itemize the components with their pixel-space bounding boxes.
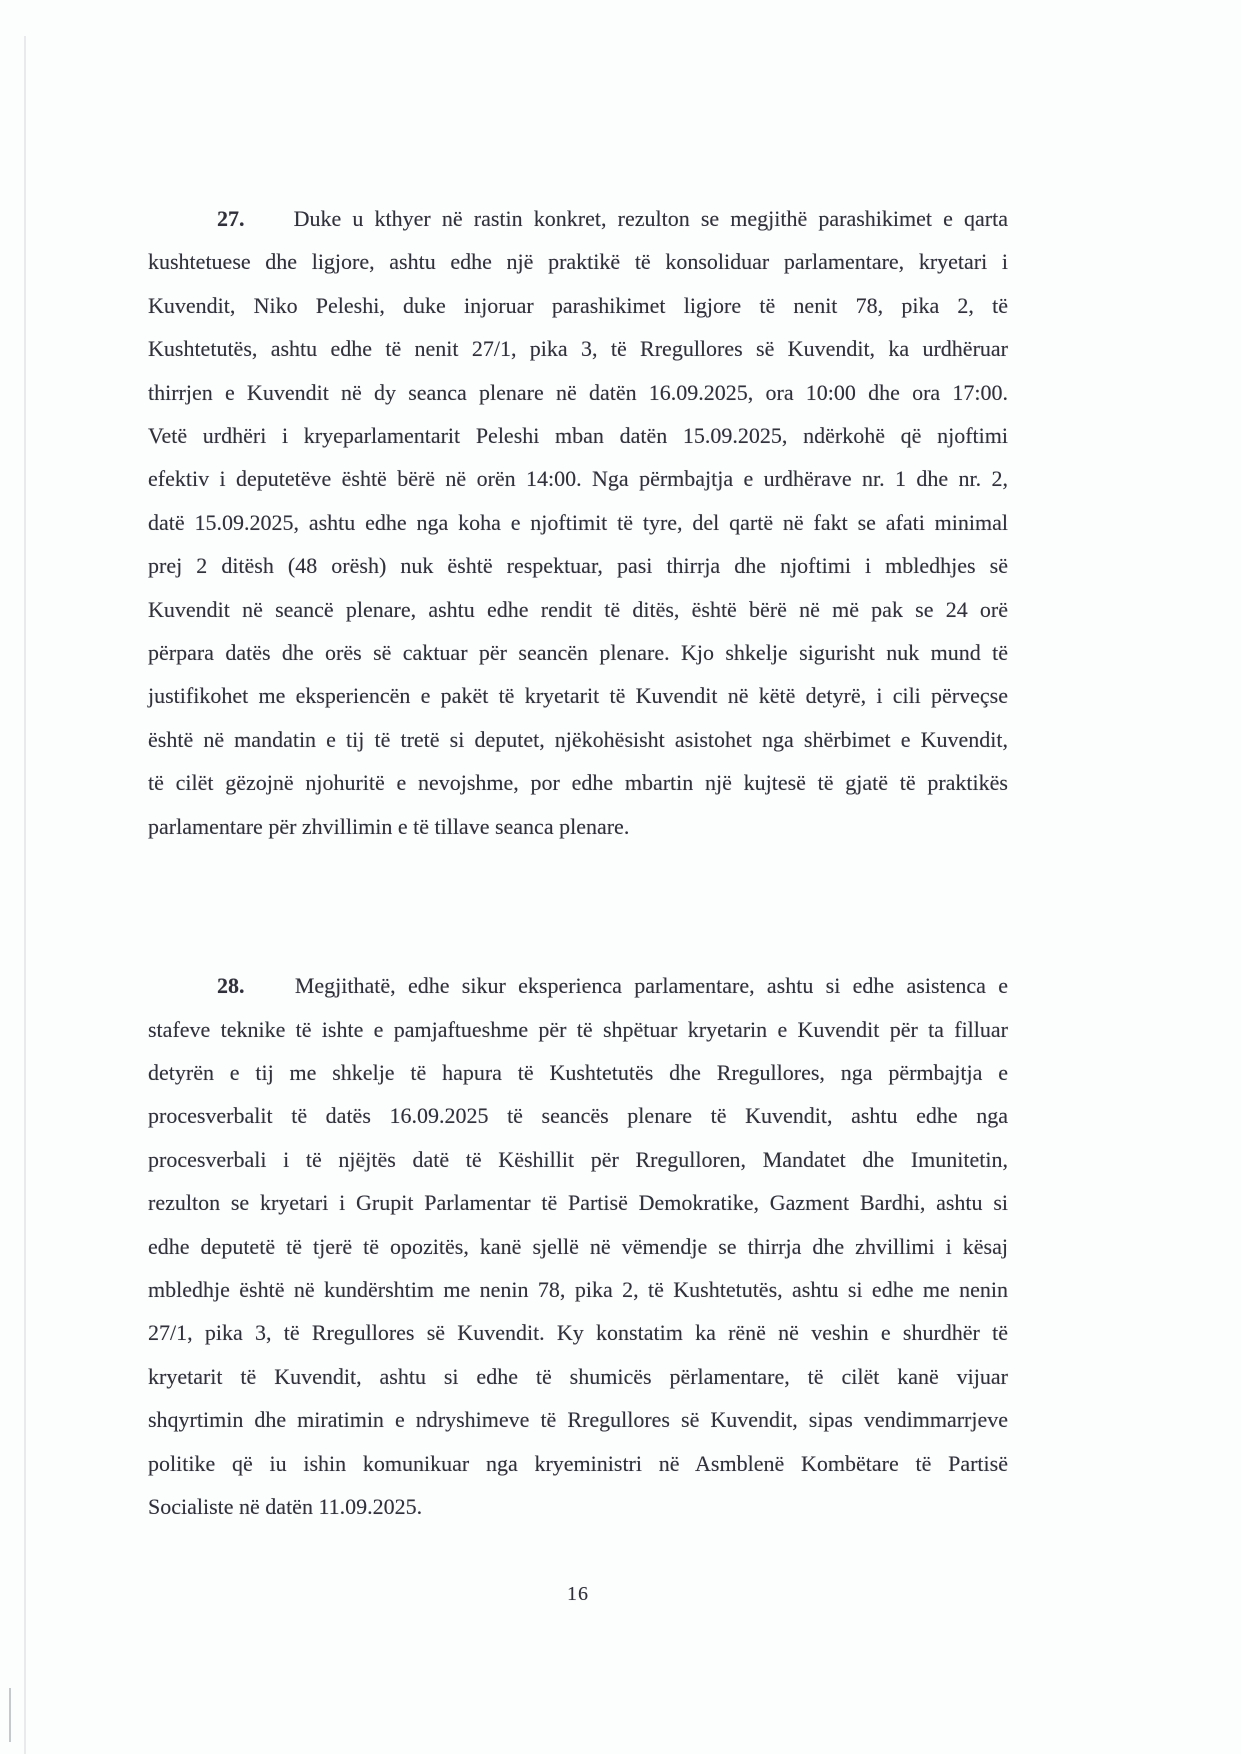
paragraph-line: Kuvendit në seancë plenare, ashtu edhe rendit të ditës, është bërë në më pak se 24 orë — [148, 596, 1008, 622]
paragraph-line: Kushtetutës, ashtu edhe të nenit 27/1, pika 3, të Rregullores së Kuvendit, ka urdhëruar — [148, 336, 1008, 362]
paragraph-line: kushtetuese dhe ligjore, ashtu edhe një praktikë të konsoliduar parlamentare, kryetari i — [148, 249, 1008, 275]
paragraph-line: parlamentare për zhvillimin e të tillave seanca plenare. — [148, 813, 630, 839]
paragraph-line-text: Megjithatë, edhe sikur eksperienca parlamentare, ashtu si edhe asistenca e — [294, 973, 1008, 999]
paragraph-line: është në mandatin e tij të tretë si deputet, njëkohësisht asistohet nga shërbimet e Kuvendit, — [148, 726, 1008, 752]
paragraph-line: Kuvendit, Niko Peleshi, duke injoruar parashikimet ligjore të nenit 78, pika 2, të — [148, 292, 1008, 318]
paragraph-line: detyrën e tij me shkelje të hapura të Kushtetutës dhe Rregullores, nga përmbajtja e — [148, 1059, 1008, 1085]
paragraph-line: thirrjen e Kuvendit në dy seanca plenare në datën 16.09.2025, ora 10:00 dhe ora 17:00. — [148, 379, 1008, 405]
document-text-block — [148, 197, 1008, 1617]
paragraph-number: 27. — [217, 206, 245, 231]
paragraph-line: të cilët gëzojnë njohuritë e nevojshme, por edhe mbartin një kujtesë të gjatë të praktikës — [148, 770, 1008, 796]
paragraph-line: datë 15.09.2025, ashtu edhe nga koha e njoftimit të tyre, del qartë në fakt se afati minimal — [148, 509, 1008, 535]
paragraph-line: prej 2 ditësh (48 orësh) nuk është respektuar, pasi thirrja dhe njoftimi i mbledhjes së — [148, 553, 1008, 579]
page-number: 16 — [567, 1583, 589, 1606]
paragraph-line: mbledhje është në kundërshtim me nenin 78, pika 2, të Kushtetutës, ashtu si edhe me nenin — [148, 1276, 1008, 1302]
paragraph-line: efektiv i deputetëve është bërë në orën 14:00. Nga përmbajtja e urdhërave nr. 1 dhe nr. 2, — [148, 466, 1008, 492]
paragraph-line: procesverbalit të datës 16.09.2025 të seancës plenare të Kuvendit, ashtu edhe nga — [148, 1103, 1008, 1129]
paragraph-line: përpara datës dhe orës së caktuar për seancën plenare. Kjo shkelje sigurisht nuk mund të — [148, 640, 1008, 666]
paper-edge-mark — [9, 1688, 11, 1742]
paragraph-line: Vetë urdhëri i kryeparlamentarit Peleshi mban datën 15.09.2025, ndërkohë që njoftimi — [148, 423, 1008, 449]
paragraph-line: politike që iu ishin komunikuar nga kryeministri në Asmblenë Kombëtare të Partisë — [148, 1450, 1008, 1476]
paragraph-line: kryetarit të Kuvendit, ashtu si edhe të shumicës përlamentare, të cilët kanë vijuar — [148, 1363, 1008, 1389]
paragraph-line: rezulton se kryetari i Grupit Parlamentar të Partisë Demokratike, Gazment Bardhi, ashtu si — [148, 1190, 1008, 1216]
paragraph-line — [148, 197, 1008, 240]
paragraph-line: shqyrtimin dhe miratimin e ndryshimeve të Rregullores së Kuvendit, sipas vendimmarrjeve — [148, 1407, 1008, 1433]
paragraph-line-text: Duke u kthyer në rastin konkret, rezulton se megjithë parashikimet e qarta — [293, 206, 1009, 231]
paragraph-line — [148, 964, 1008, 1007]
paragraph-27 — [148, 197, 1008, 848]
paragraph-28 — [148, 964, 1008, 1528]
paragraph-number: 28. — [217, 973, 245, 999]
paper-edge-line — [24, 36, 26, 1754]
paragraph-line: justifikohet me eksperiencën e pakët të kryetarit të Kuvendit në këtë detyrë, i cili përveçse — [148, 683, 1008, 709]
paragraph-line: stafeve teknike të ishte e pamjaftueshme për të shpëtuar kryetarin e Kuvendit për ta filluar — [148, 1016, 1008, 1042]
paragraph-line: Socialiste në datën 11.09.2025. — [148, 1493, 423, 1519]
paragraph-line: edhe deputetë të tjerë të opozitës, kanë sjellë në vëmendje se thirrja dhe zhvillimi i kësaj — [148, 1233, 1008, 1259]
paragraph-line: procesverbali i të njëjtës datë të Këshillit për Rregulloren, Mandatet dhe Imunitetin, — [148, 1146, 1008, 1172]
paragraph-line: 27/1, pika 3, të Rregullores së Kuvendit. Ky konstatim ka rënë në veshin e shurdhër të — [148, 1320, 1008, 1346]
